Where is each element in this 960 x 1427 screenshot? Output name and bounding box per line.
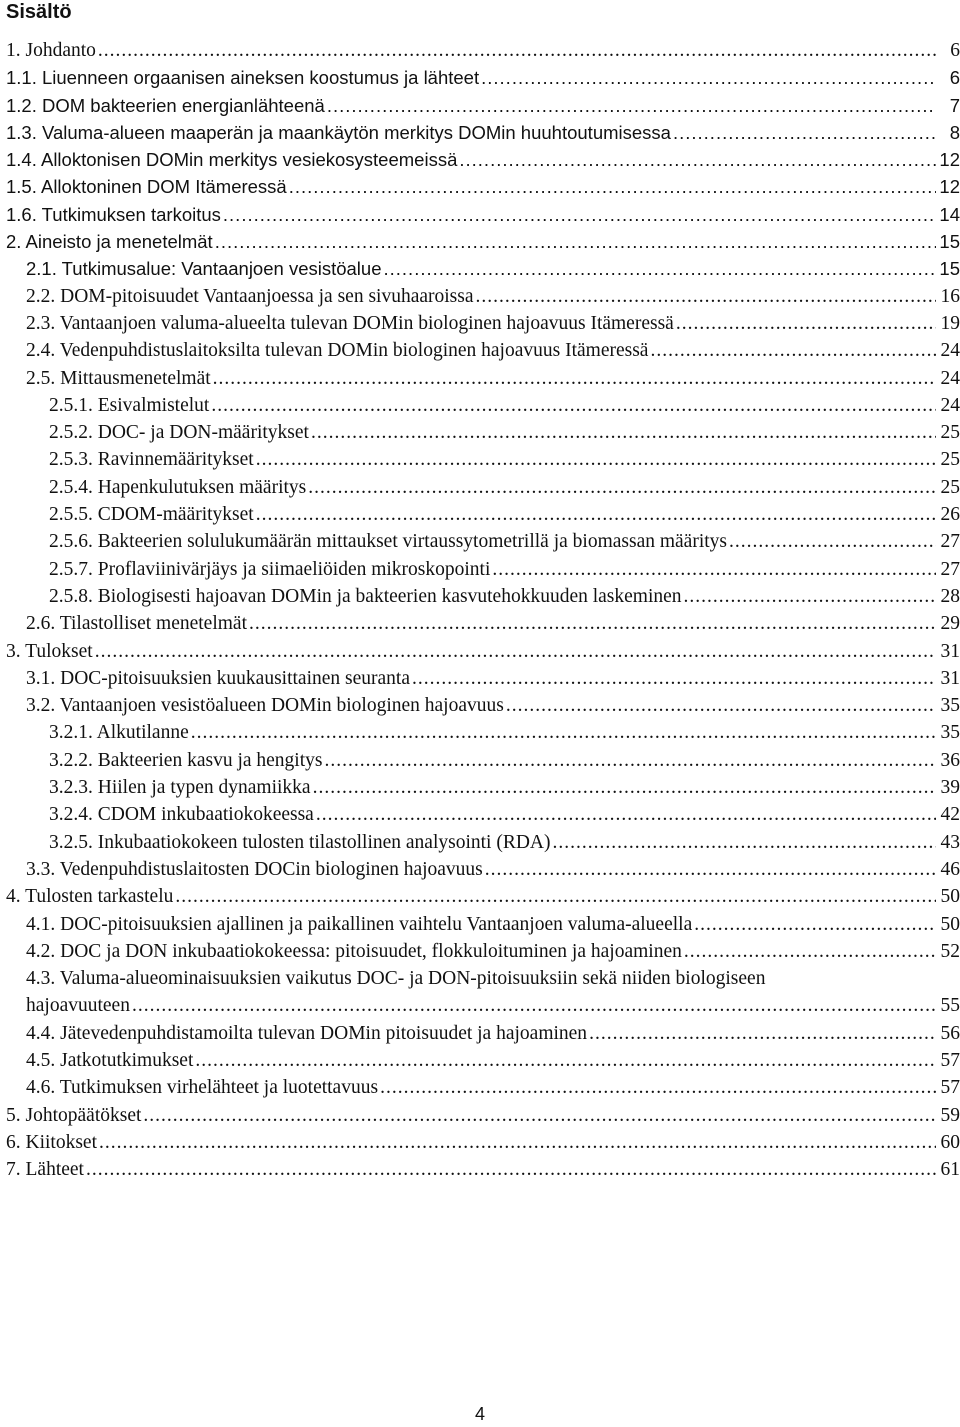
toc-entry-page: 59 [940,1104,960,1126]
toc-entry[interactable] [0,938,960,965]
toc-entry-page: 27 [940,531,960,553]
toc-entry[interactable] [0,1102,960,1129]
toc-entry-label: 5. Johtopäätökset [6,1104,142,1126]
toc-entry-page: 43 [940,831,960,853]
toc-entry-page: 50 [940,886,960,908]
dot-leader [256,501,936,528]
toc-entry[interactable] [0,419,960,446]
dot-leader [485,856,936,883]
toc-entry-label: 1. Johdanto [6,40,96,61]
dot-leader [311,419,936,446]
toc-entry-label: 3.1. DOC-pitoisuuksien kuukausittainen seuranta [26,667,410,689]
dot-leader [132,992,936,1019]
toc-entry[interactable] [0,528,960,555]
toc-entry[interactable] [0,1129,960,1156]
toc-entry[interactable] [0,610,960,637]
toc-entry-label: 3.2.4. CDOM inkubaatiokokeessa [49,804,314,826]
dot-leader [249,610,936,637]
toc-entry[interactable] [0,92,960,119]
toc-entry-page: 12 [939,176,960,198]
toc-entry-label: 4.1. DOC-pitoisuuksien ajallinen ja paikallinen vaihtelu Vantaanjoen valuma-alueella [26,913,693,935]
toc-entry[interactable] [0,228,960,255]
toc-entry[interactable] [0,1074,960,1101]
toc-entry-label: 2.5.5. CDOM-määritykset [49,504,254,526]
toc-entry[interactable] [0,856,960,883]
toc-entry-label: 4.6. Tutkimuksen virhelähteet ja luotettavuus [26,1077,379,1099]
toc-entry-label: 1.4. Alloktonisen DOMin merkitys vesiekosysteemeissä [6,149,458,171]
dot-leader [223,201,936,228]
toc-entry-label: 3.2.1. Alkutilanne [49,722,189,744]
toc-entry-label: 4.2. DOC ja DON inkubaatiokokeessa: pitoisuudet, flokkuloituminen ja hajoaminen [26,940,682,962]
toc-entry-label: 2.5.4. Hapenkulutuksen määritys [49,476,307,498]
toc-entry-label: 4.3. Valuma-alueominaisuuksien vaikutus DOC- ja DON-pitoisuuksiin sekä niiden biologiseen [26,968,766,990]
toc-entry[interactable] [0,201,960,228]
toc-entry-page: 26 [940,504,960,526]
toc-entry-page: 8 [949,121,960,143]
toc-entry-page: 55 [940,995,960,1017]
toc-entry-page: 25 [940,476,960,498]
toc-entry-page: 7 [949,94,960,116]
toc-entry-label: 2.5.2. DOC- ja DON-määritykset [49,422,309,444]
toc-entry-page: 31 [940,667,960,689]
toc-entry-label: 4. Tulosten tarkastelu [6,886,174,908]
toc-entry-page: 36 [940,749,960,771]
toc-entry-label: 2. Aineisto ja menetelmät [6,231,213,253]
toc-entry-label: 2.4. Vedenpuhdistuslaitoksilta tulevan DOMin biologinen hajoavuus Itämeressä [26,340,649,362]
dot-leader [384,255,937,282]
toc-entry-label: 2.6. Tilastolliset menetelmät [26,613,247,635]
toc-entry-page: 60 [940,1131,960,1153]
dot-leader [289,173,936,200]
toc-entry[interactable] [0,283,960,310]
toc-entry[interactable] [0,119,960,146]
toc-entry-label: 4.5. Jatkotutkimukset [26,1049,194,1071]
toc-entry-page: 61 [940,1159,960,1181]
dot-leader [589,1020,936,1047]
dot-leader [412,665,936,692]
toc-entry-page: 46 [940,858,960,880]
toc-entry-page: 50 [940,913,960,935]
toc-entry-page: 6 [950,40,960,61]
toc-entry-label: 2.5.7. Proflaviinivärjäys ja siimaeliöiden mikroskopointi [49,558,491,580]
toc-entry[interactable] [0,965,960,1020]
toc-entry-page: 24 [940,367,960,389]
toc-entry[interactable] [0,883,960,910]
toc-entry-page: 57 [940,1077,960,1099]
dot-leader [673,119,936,146]
toc-entry[interactable] [0,173,960,200]
dot-leader [506,692,936,719]
toc-entry-page: 28 [940,585,960,607]
toc-entry[interactable] [0,37,960,64]
toc-entry-page: 35 [940,722,960,744]
toc-entry-page: 12 [939,149,960,171]
dot-leader [380,1074,936,1101]
toc-entry-page: 29 [940,613,960,635]
dot-leader [95,638,936,665]
dot-leader [256,446,936,473]
toc-entry[interactable] [0,665,960,692]
toc-entry-label: 2.5.8. Biologisesti hajoavan DOMin ja bakteerien kasvutehokkuuden laskeminen [49,585,682,607]
toc-entry-label: 3.2.5. Inkubaatiokokeen tulosten tilastollinen analysointi (RDA) [49,831,551,853]
toc-entry-label: 2.5.3. Ravinnemääritykset [49,449,254,471]
dot-leader [553,829,937,856]
toc-entry-page: 6 [949,67,960,89]
toc-entry[interactable] [0,365,960,392]
toc-entry-continuation [26,992,960,1019]
dot-leader [684,938,936,965]
toc-entry-label: 2.5.6. Bakteerien solulukumäärän mittaukset virtaussytometrillä ja biomassan määritys [49,531,728,553]
toc-entry[interactable] [0,801,960,828]
toc-entry-page: 14 [939,203,960,225]
toc-entry-label: 2.2. DOM-pitoisuudet Vantaanjoessa ja sen sivuhaaroissa [26,285,474,307]
toc-entry[interactable] [0,638,960,665]
toc-entry-page: 31 [940,640,960,662]
toc-entry-page: 15 [939,258,960,280]
toc-entry[interactable] [0,255,960,282]
toc-entry-label: 3.2.2. Bakteerien kasvu ja hengitys [49,749,323,771]
toc-entry[interactable] [0,1020,960,1047]
toc-entry[interactable] [0,1156,960,1183]
toc-entry-page: 56 [940,1022,960,1044]
dot-leader [99,1129,936,1156]
dot-leader [98,37,936,64]
dot-leader [86,1156,936,1183]
toc-entry-label: 2.3. Vantaanjoen valuma-alueelta tulevan DOMin biologinen hajoavuus Itämeressä [26,312,674,334]
toc-entry-label: 1.1. Liuenneen orgaanisen aineksen koostumus ja lähteet [6,67,480,89]
toc-entry-page: 19 [940,312,960,334]
dot-leader [213,365,936,392]
toc-entry[interactable] [0,392,960,419]
dot-leader [308,474,936,501]
dot-leader [650,337,936,364]
toc-entry-label: 3.3. Vedenpuhdistuslaitosten DOCin biologinen hajoavuus [26,858,483,880]
toc-entry-page: 35 [940,695,960,717]
toc-entry[interactable] [0,747,960,774]
toc-entry-label: 3.2. Vantaanjoen vesistöalueen DOMin biologinen hajoavuus [26,695,504,717]
toc-entry[interactable] [0,446,960,473]
toc-entry[interactable] [0,474,960,501]
toc-entry[interactable] [0,556,960,583]
dot-leader [476,283,936,310]
dot-leader [143,1102,936,1129]
table-of-contents [0,37,960,1183]
dot-leader [684,583,936,610]
toc-entry-page: 24 [940,340,960,362]
dot-leader [313,774,936,801]
toc-entry[interactable] [0,774,960,801]
toc-entry-label: 2.5. Mittausmenetelmät [26,367,211,389]
toc-entry-page: 24 [940,394,960,416]
dot-leader [215,228,936,255]
dot-leader [459,146,936,173]
toc-entry-label: 7. Lähteet [6,1159,84,1181]
toc-entry[interactable] [0,337,960,364]
toc-entry-page: 27 [940,558,960,580]
page-number: 4 [474,1404,485,1424]
dot-leader [324,747,936,774]
toc-entry[interactable] [0,64,960,91]
toc-entry-label: 1.6. Tutkimuksen tarkoitus [6,203,221,225]
toc-entry-label: 2.1. Tutkimusalue: Vantaanjoen vesistöalue [26,258,382,280]
toc-entry-label: 1.2. DOM bakteerien energianlähteenä [6,94,325,116]
toc-entry-label: 4.4. Jätevedenpuhdistamoilta tulevan DOMin pitoisuudet ja hajoaminen [26,1022,588,1044]
toc-heading: Sisältö [6,1,72,23]
dot-leader [175,883,936,910]
toc-entry-page: 16 [940,285,960,307]
toc-entry-page: 25 [940,449,960,471]
toc-entry-page: 39 [940,777,960,799]
dot-leader [327,92,936,119]
dot-leader [481,64,936,91]
toc-entry[interactable] [0,719,960,746]
dot-leader [316,801,936,828]
toc-entry-page: 25 [940,422,960,444]
dot-leader [729,528,936,555]
toc-entry[interactable] [0,310,960,337]
toc-entry-label: 3.2.3. Hiilen ja typen dynamiikka [49,777,311,799]
toc-entry-page: 52 [940,940,960,962]
toc-entry-page: 57 [940,1049,960,1071]
dot-leader [676,310,936,337]
toc-entry-page: 42 [940,804,960,826]
toc-entry[interactable] [0,501,960,528]
toc-entry[interactable] [0,911,960,938]
toc-entry-label: 3. Tulokset [6,640,93,662]
toc-entry-label-continued: hajoavuuteen [26,995,130,1017]
dot-leader [694,911,936,938]
toc-entry[interactable] [0,1047,960,1074]
dot-leader [191,719,936,746]
dot-leader [195,1047,936,1074]
toc-entry[interactable] [0,692,960,719]
toc-entry-label: 6. Kiitokset [6,1131,97,1153]
toc-entry-page: 15 [939,231,960,253]
toc-entry[interactable] [0,829,960,856]
dot-leader [492,556,936,583]
toc-entry[interactable] [0,583,960,610]
toc-entry-label: 2.5.1. Esivalmistelut [49,394,210,416]
dot-leader [211,392,936,419]
toc-entry[interactable] [0,146,960,173]
toc-entry-label: 1.5. Alloktoninen DOM Itämeressä [6,176,287,198]
toc-entry-label: 1.3. Valuma-alueen maaperän ja maankäytön merkitys DOMin huuhtoutumisessa [6,121,671,143]
